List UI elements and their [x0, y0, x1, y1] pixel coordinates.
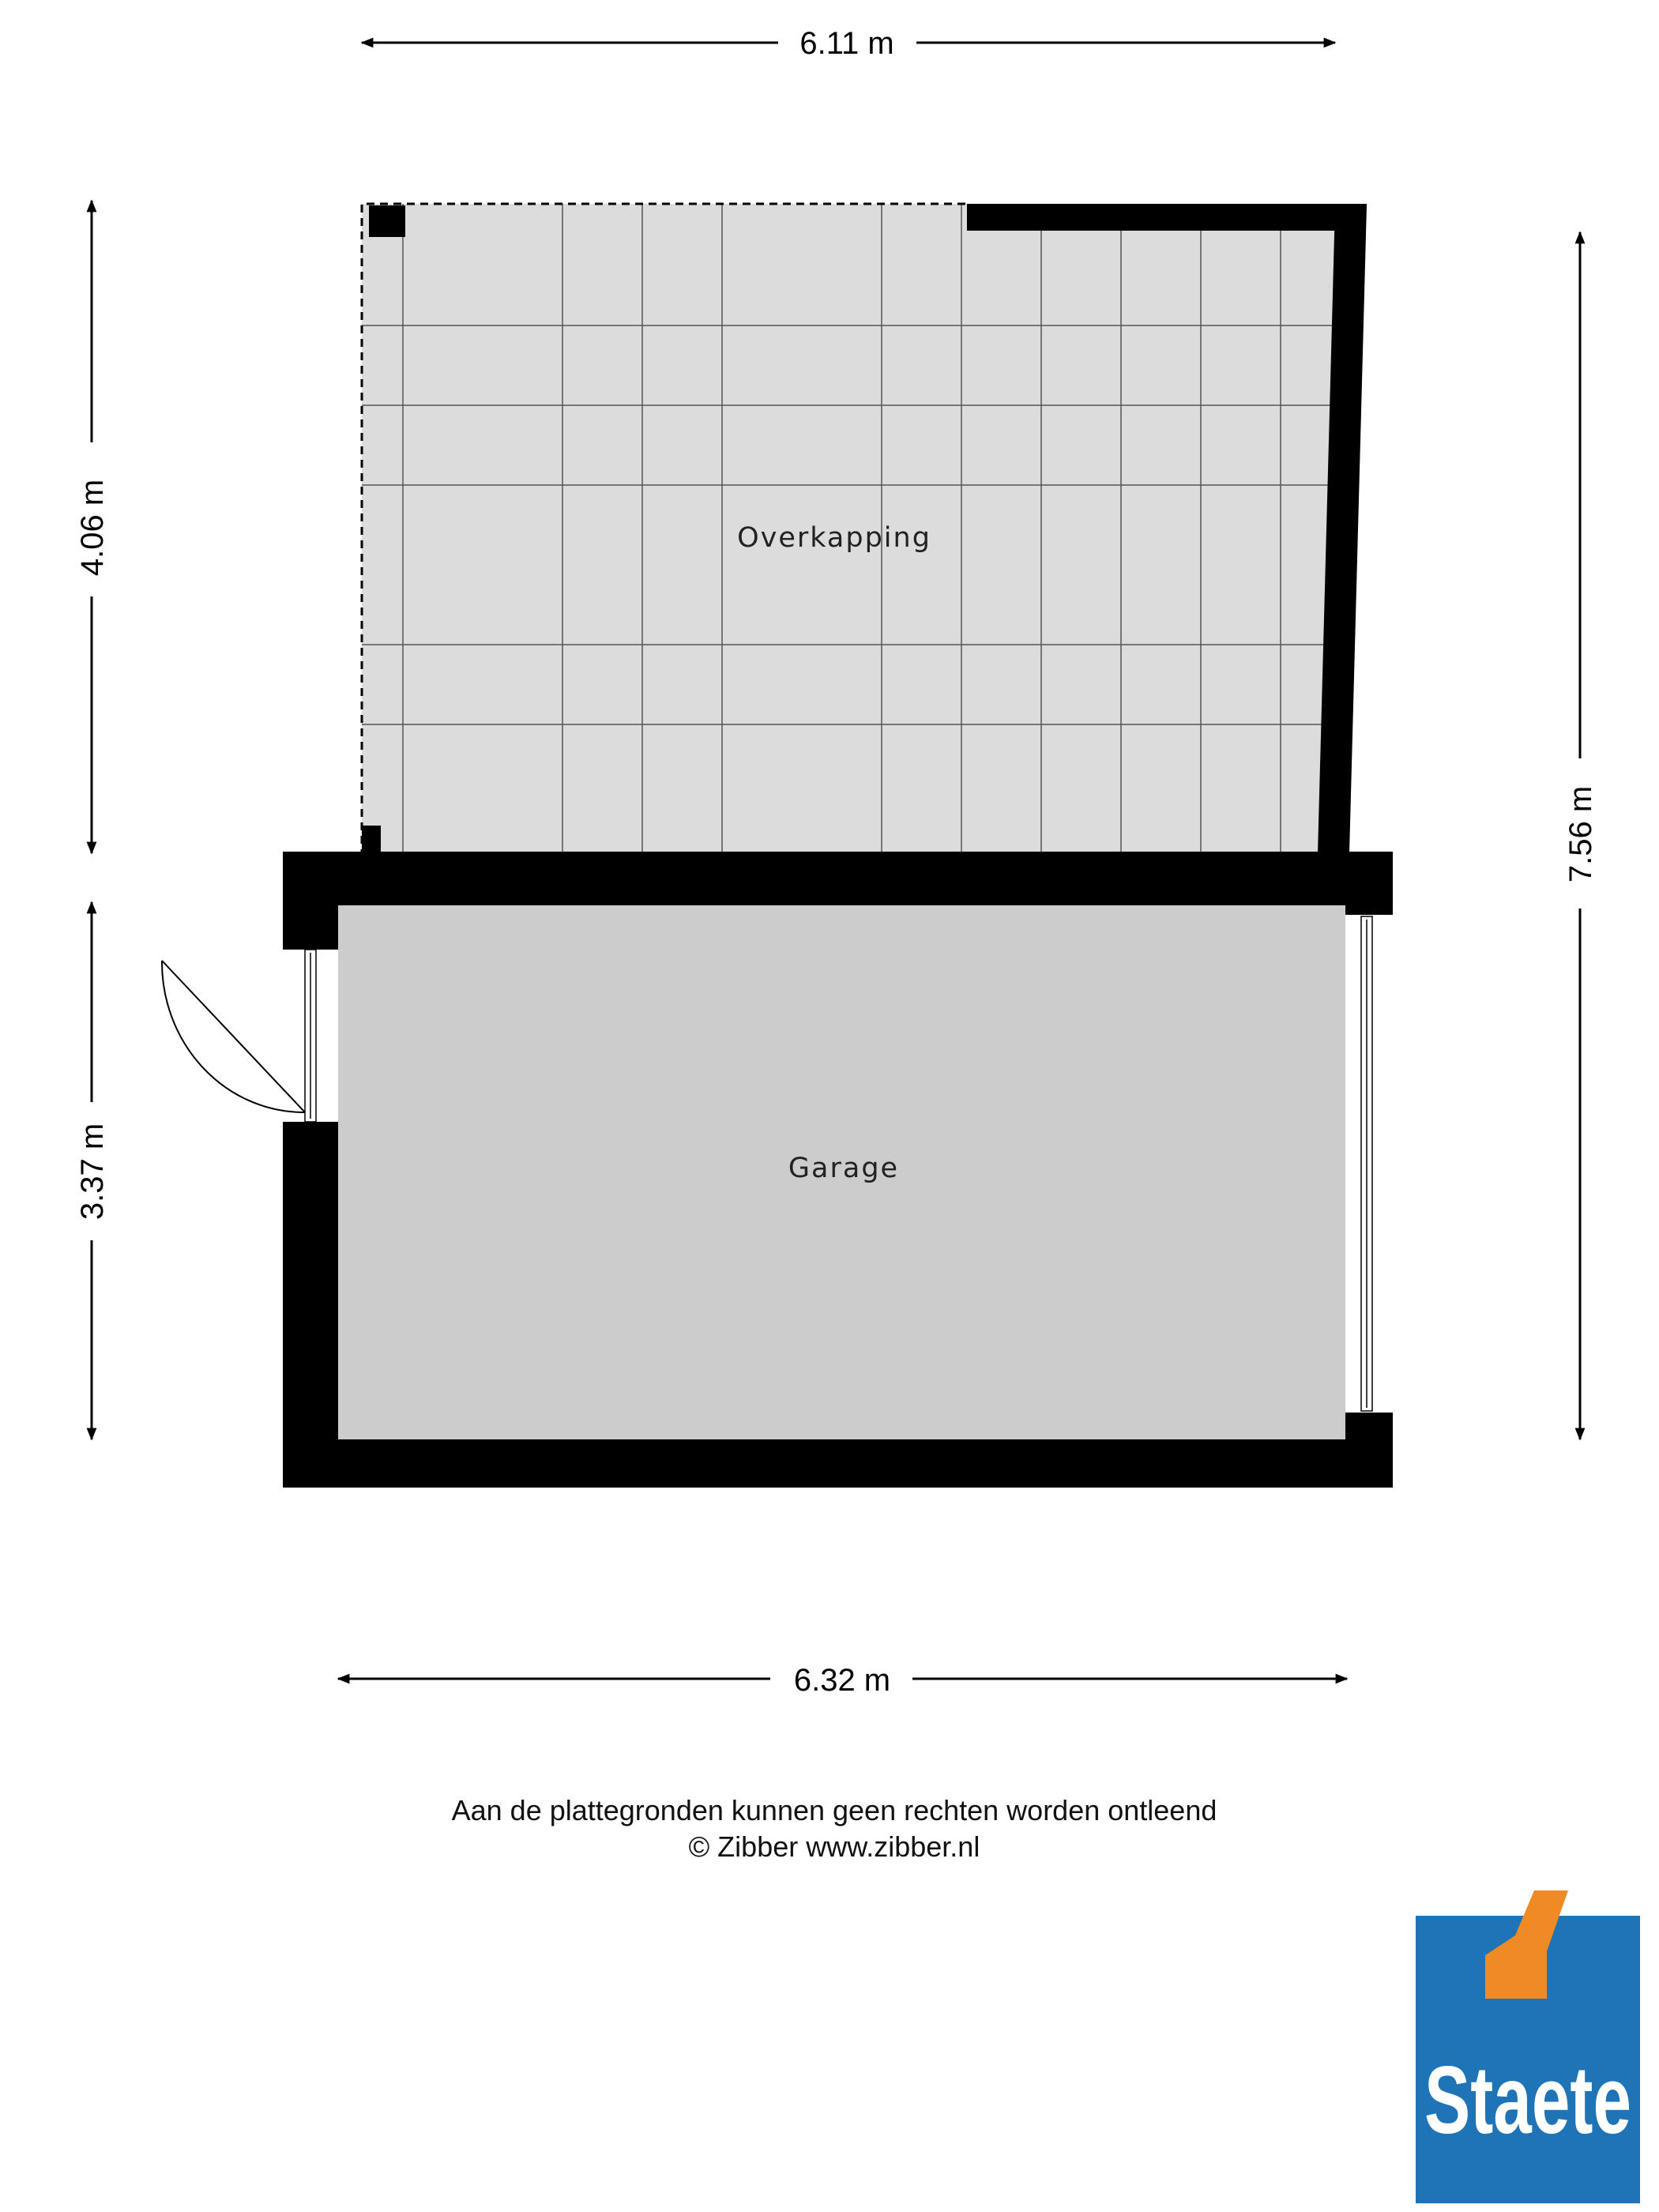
- dimension-left-lower: [75, 902, 110, 1439]
- dimension-left-upper: [75, 201, 110, 853]
- dimension-label-right: 7.56 m: [1563, 785, 1598, 883]
- footer-disclaimer: Aan de plattegronden kunnen geen rechten worden ontleend: [451, 1794, 1217, 1826]
- footer-copyright: © Zibber www.zibber.nl: [688, 1830, 980, 1863]
- dimension-label-bottom: 6.32 m: [793, 1663, 891, 1698]
- room-label-garage: Garage: [788, 1153, 900, 1184]
- logo-text: Staete: [1424, 2046, 1631, 2154]
- garage-room: [162, 852, 1393, 1488]
- dimension-label-top: 6.11 m: [799, 26, 894, 61]
- dimension-label-left-upper: 4.06 m: [75, 479, 110, 577]
- post-bottom-left: [362, 826, 381, 853]
- staete-logo: [1416, 1890, 1640, 2203]
- dimension-top: [362, 26, 1335, 61]
- post-top-left: [369, 205, 405, 237]
- overkapping-wall-top: [967, 204, 1367, 231]
- overkapping-area: [362, 204, 1367, 853]
- room-label-overkapping: Overkapping: [737, 522, 931, 554]
- dimension-label-left-lower: 3.37 m: [75, 1123, 110, 1221]
- dimension-bottom: [338, 1663, 1347, 1698]
- dimension-right: [1563, 232, 1598, 1439]
